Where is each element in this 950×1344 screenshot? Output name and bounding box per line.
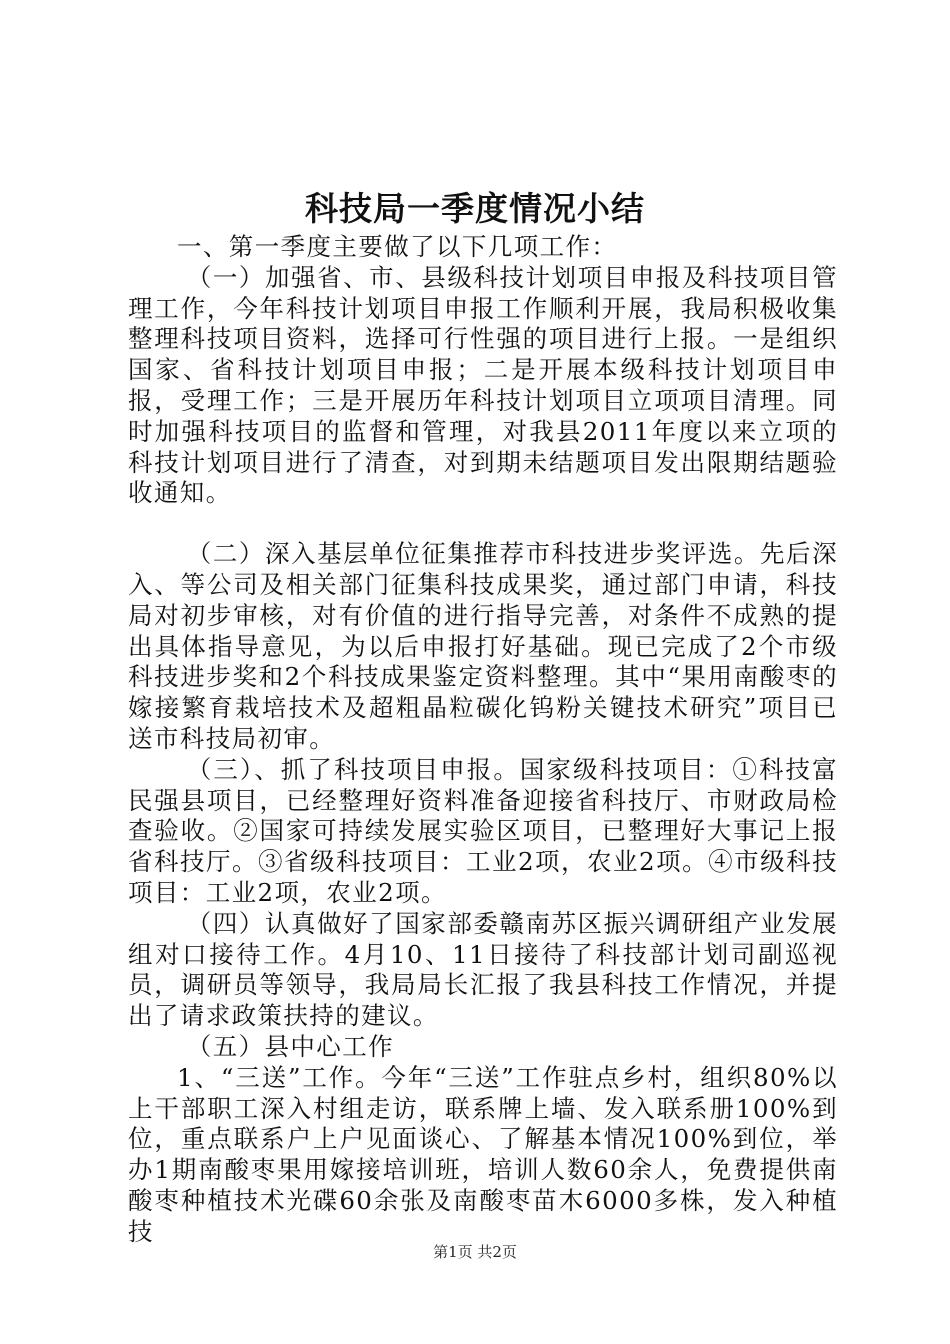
page-footer: 第1页 共2页	[433, 1243, 517, 1261]
paragraph-2: （二）深入基层单位征集推荐市科技进步奖评选。先后深入、等公司及相关部门征集科技成果奖，通过部门申请，科技局对初步审核，对有价值的进行指导完善，对条件不成熟的提出具体指导意见，为以后申报打好基础。现已完成了2个市级科技进步奖和2个科技成果鉴定资料整理。其中“果用南酸枣的嫁接繁育栽培技术及超粗晶粒碳化钨粉关键技术研究”项目已送市科技局初审。	[128, 539, 838, 753]
section-heading: 一、第一季度主要做了以下几项工作：	[177, 232, 618, 261]
paragraph-4: （四）认真做好了国家部委赣南苏区振兴调研组产业发展组对口接待工作。4月10、11日接待了科技部计划司副巡视员，调研员等领导，我局局长汇报了我县科技工作情况，并提出了请求政策扶持的建议。	[128, 908, 838, 1031]
paragraph-1: （一）加强省、市、县级科技计划项目申报及科技项目管理工作，今年科技计划项目申报工作顺利开展，我局积极收集整理科技项目资料，选择可行性强的项目进行上报。一是组织国家、省科技计划项目申报；二是开展本级科技计划项目申报，受理工作；三是开展历年科技计划项目立项项目清理。同时加强科技项目的监督和管理，对我县2011年度以来立项的科技计划项目进行了清查，对到期未结题项目发出限期结题验收通知。	[128, 262, 838, 508]
paragraph-3: （三）、抓了科技项目申报。国家级科技项目：①科技富民强县项目，已经整理好资料准备迎接省科技厅、市财政局检查验收。②国家可持续发展实验区项目，已整理好大事记上报省科技厅。③省级科技项目：工业2项，农业2项。④市级科技项目：工业2项，农业2项。	[128, 754, 838, 907]
document-title: 科技局一季度情况小结	[305, 189, 645, 228]
document-body	[128, 232, 838, 1248]
paragraph-5: （五）县中心工作	[186, 1031, 394, 1061]
paragraph-6: 1、“三送”工作。今年“三送”工作驻点乡村，组织80%以上干部职工深入村组走访，联系牌上墙、发入联系册100%到位，重点联系户上户见面谈心、了解基本情况100%到位，举办1期南酸枣果用嫁接培训班，培训人数60余人，免费提供南酸枣种植技术光碟60余张及南酸枣苗木6000多株，发入种植技	[128, 1062, 838, 1246]
